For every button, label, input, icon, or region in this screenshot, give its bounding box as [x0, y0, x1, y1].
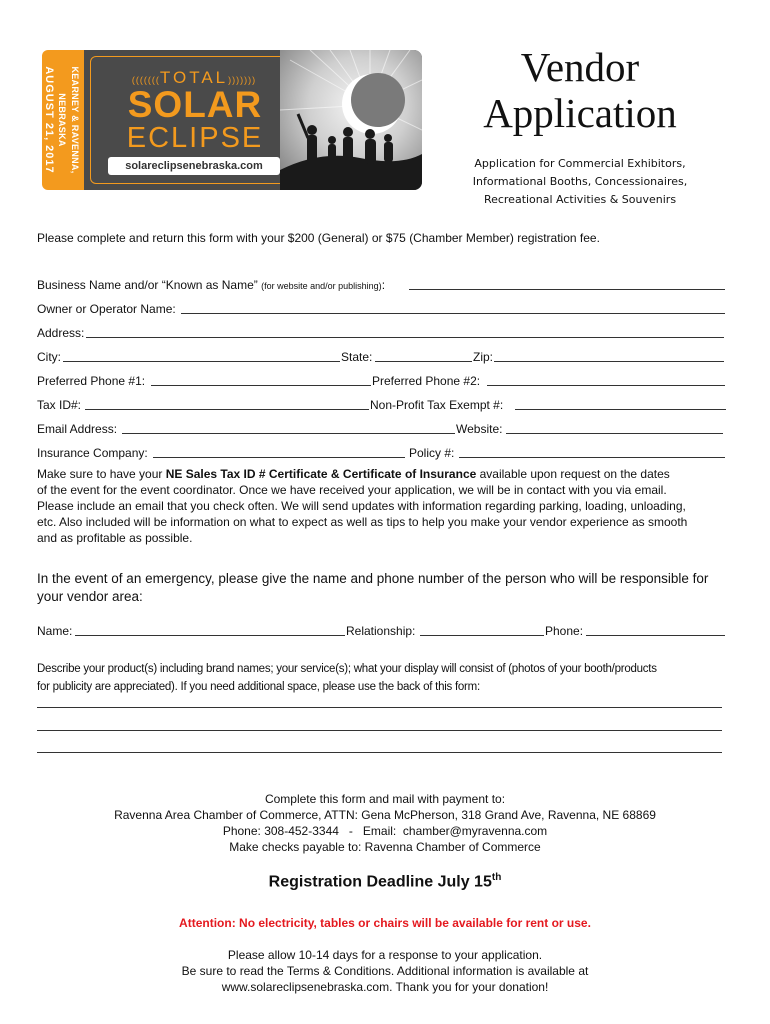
zip-field[interactable] [494, 361, 724, 362]
eclipse-silhouette-photo [280, 50, 422, 190]
emergency-phone-label: Phone: [545, 624, 584, 638]
describe-line-3[interactable] [37, 752, 722, 753]
registration-deadline: Registration Deadline July 15th [268, 872, 502, 891]
attention-warning: Attention: No electricity, tables or chairs will be available for rent or use. [179, 916, 591, 930]
logo-side-text [45, 50, 81, 190]
owner-label: Owner or Operator Name: [37, 302, 176, 316]
logo-side-tab [42, 50, 84, 190]
emergency-relationship-field[interactable] [420, 635, 544, 636]
phone1-field[interactable] [151, 385, 371, 386]
logo-solar: SOLAR [127, 84, 263, 125]
describe-text: Describe your product(s) including brand names; your service(s); what your display will consist of (photos of your booth/products for publicity are appreciated). If you need additional space, please use the back of this form: [37, 663, 657, 693]
website-label: Website: [456, 422, 503, 436]
logo-location: KEARNEY & RAVENNA, NEBRASKA [57, 66, 80, 174]
nonprofit-label: Non-Profit Tax Exempt #: [370, 398, 504, 412]
notice-paragraph: Make sure to have your NE Sales Tax ID # Certificate & Certificate of Insurance available upon request on the dates of the event for the event coordinator. Once we have received your application, we will be in contact with you via email. Please include an email that you check often. We will send updates with information regarding parking, loading, unloading, etc. Also included will be information on what to expect as well as tips to help you make your vendor experience as smooth and as profitable as possible. [37, 467, 688, 545]
logo-panel [84, 50, 422, 190]
logo-website: solareclipsenebraska.com [108, 157, 280, 175]
mail-instructions: Complete this form and mail with payment to: Ravenna Area Chamber of Commerce, ATTN: Gena McPherson, 318 Grand Ave, Ravenna, NE 68869 Phone: 308-452-3344 - Email: chamber@myravenna.com Make checks payable to: Ravenna Chamber of Commerce [114, 792, 656, 854]
logo-date: AUGUST 21, 2017 [43, 66, 55, 174]
emergency-relationship-label: Relationship: [346, 624, 416, 638]
emergency-phone-field[interactable] [586, 635, 725, 636]
emergency-name-field[interactable] [75, 635, 345, 636]
business-name-field[interactable] [409, 289, 725, 290]
zip-label: Zip: [473, 350, 494, 364]
insurance-label: Insurance Company: [37, 446, 148, 460]
intro-text: Please complete and return this form with your $200 (General) or $75 (Chamber Member) registration fee. [37, 231, 600, 245]
owner-field[interactable] [181, 313, 725, 314]
tax-id-field[interactable] [85, 409, 369, 410]
phone2-label: Preferred Phone #2: [372, 374, 481, 388]
phone2-field[interactable] [487, 385, 725, 386]
policy-label: Policy #: [409, 446, 455, 460]
business-name-label: Business Name and/or “Known as Name” (for website and/or publishing): [37, 278, 386, 292]
emergency-name-label: Name: [37, 624, 73, 638]
state-label: State: [341, 350, 373, 364]
website-field[interactable] [506, 433, 723, 434]
state-field[interactable] [375, 361, 472, 362]
page-subtitle: Application for Commercial Exhibitors, Informational Booths, Concessionaires, Recreational Activities & Souvenirs [472, 157, 688, 206]
phone1-label: Preferred Phone #1: [37, 374, 146, 388]
city-label: City: [37, 350, 61, 364]
email-label: Email Address: [37, 422, 118, 436]
emergency-text: In the event of an emergency, please give the name and phone number of the person who will be responsible for your vendor area: [37, 571, 709, 604]
policy-field[interactable] [459, 457, 725, 458]
nonprofit-field[interactable] [515, 409, 726, 410]
city-field[interactable] [63, 361, 340, 362]
eclipse-logo [42, 50, 422, 190]
describe-line-1[interactable] [37, 707, 722, 708]
describe-line-2[interactable] [37, 730, 722, 731]
email-field[interactable] [122, 433, 455, 434]
logo-eclipse: ECLIPSE [126, 122, 264, 154]
address-label: Address: [37, 326, 85, 340]
address-field[interactable] [86, 337, 724, 338]
logo-total: (((((((TOTAL))))))) [131, 68, 257, 87]
insurance-field[interactable] [153, 457, 405, 458]
tax-id-label: Tax ID#: [37, 398, 82, 412]
page-title: Vendor Application [483, 44, 677, 136]
footer-text: Please allow 10-14 days for a response to your application. Be sure to read the Terms & Conditions. Additional information is available at www.solareclipsenebraska.com. Thank you for your donation! [181, 948, 589, 994]
